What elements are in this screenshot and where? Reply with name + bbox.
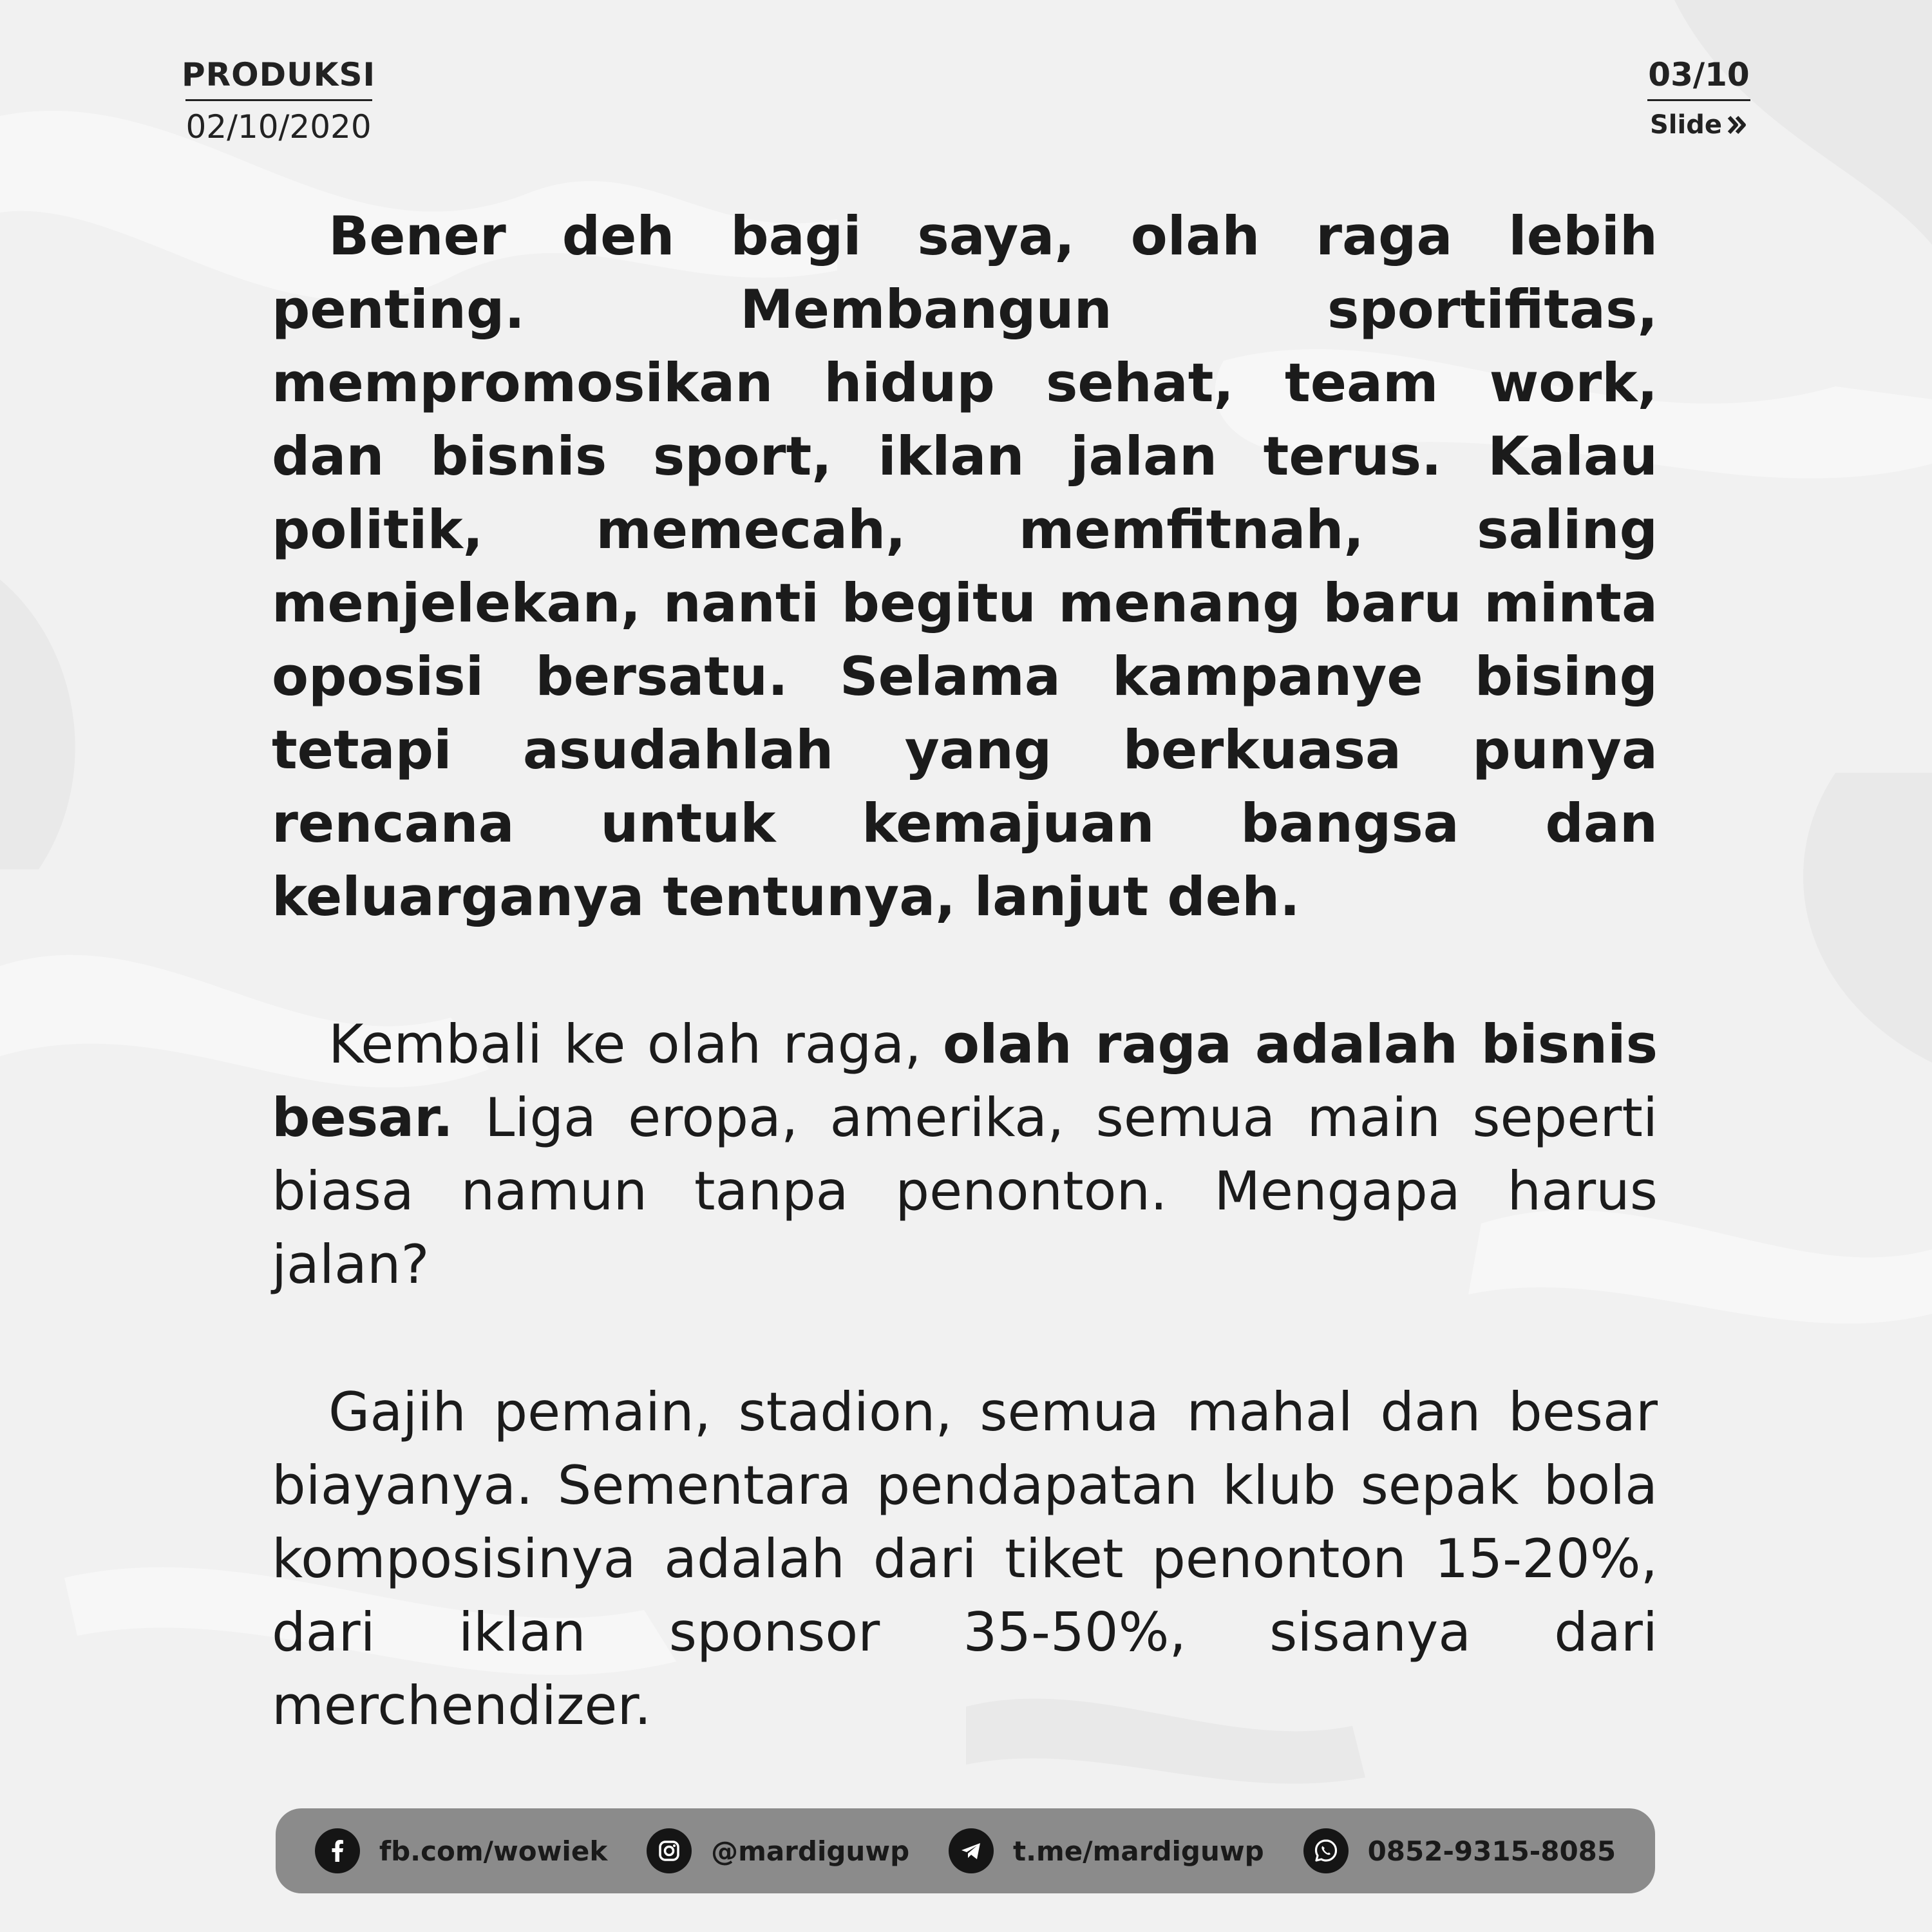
contact-instagram[interactable] — [647, 1828, 909, 1873]
paragraph-3: Gajih pemain, stadion, semua mahal dan besar biayanya. Sementara pendapatan klub sepak bola komposisinya adalah dari tiket penonton 15-20%, dari iklan sponsor 35-50%, sisanya dari merchendizer. — [272, 1381, 1658, 1737]
header-divider — [185, 99, 372, 101]
header-right — [1647, 54, 1750, 141]
facebook-icon — [315, 1828, 360, 1873]
slide-hint-label: Slide — [1650, 110, 1722, 140]
paragraph-1: Bener deh bagi saya, olah raga lebih penting. Membangun sportifitas, mempromosikan hidup sehat, team work, dan bisnis sport, iklan jalan terus. Kalau politik, memecah, memfitnah, saling menjelekan, nanti begitu menang baru minta oposisi bersatu. Selama kampanye bising tetapi asudahlah yang berkuasa punya rencana untuk kemajuan bangsa dan keluarganya tentunya, lanjut deh. — [272, 205, 1658, 928]
paragraph-2 — [272, 1008, 1658, 1302]
facebook-link[interactable]: fb.com/wowiek — [379, 1835, 608, 1867]
slide-hint — [1647, 108, 1750, 141]
page-number-divider — [1647, 99, 1750, 101]
whatsapp-number[interactable]: 0852-9315-8085 — [1367, 1835, 1616, 1867]
page-number: 03/10 — [1648, 56, 1750, 93]
paragraph-2-start: Kembali ke olah raga, — [328, 1013, 943, 1075]
section-label: PRODUKSI — [182, 56, 376, 93]
paragraph-2-end: Liga eropa, amerika, semua main seperti biasa namun tanpa penonton. Mengapa harus jalan? — [272, 1086, 1658, 1296]
telegram-link[interactable]: t.me/mardiguwp — [1013, 1835, 1264, 1867]
article-body — [272, 200, 1658, 1817]
whatsapp-icon — [1303, 1828, 1349, 1873]
paragraph-2-emphasis: olah raga adalah bisnis besar. — [272, 1013, 1658, 1149]
header-left — [182, 54, 375, 147]
double-chevron-right-icon — [1726, 114, 1748, 136]
telegram-icon — [949, 1828, 994, 1873]
contact-whatsapp[interactable] — [1303, 1828, 1616, 1873]
instagram-icon — [647, 1828, 692, 1873]
contact-bar — [276, 1808, 1655, 1893]
contact-facebook[interactable] — [315, 1828, 607, 1873]
contact-telegram[interactable] — [949, 1828, 1264, 1873]
post-date: 02/10/2020 — [185, 108, 372, 146]
instagram-handle[interactable]: @mardiguwp — [711, 1835, 910, 1867]
